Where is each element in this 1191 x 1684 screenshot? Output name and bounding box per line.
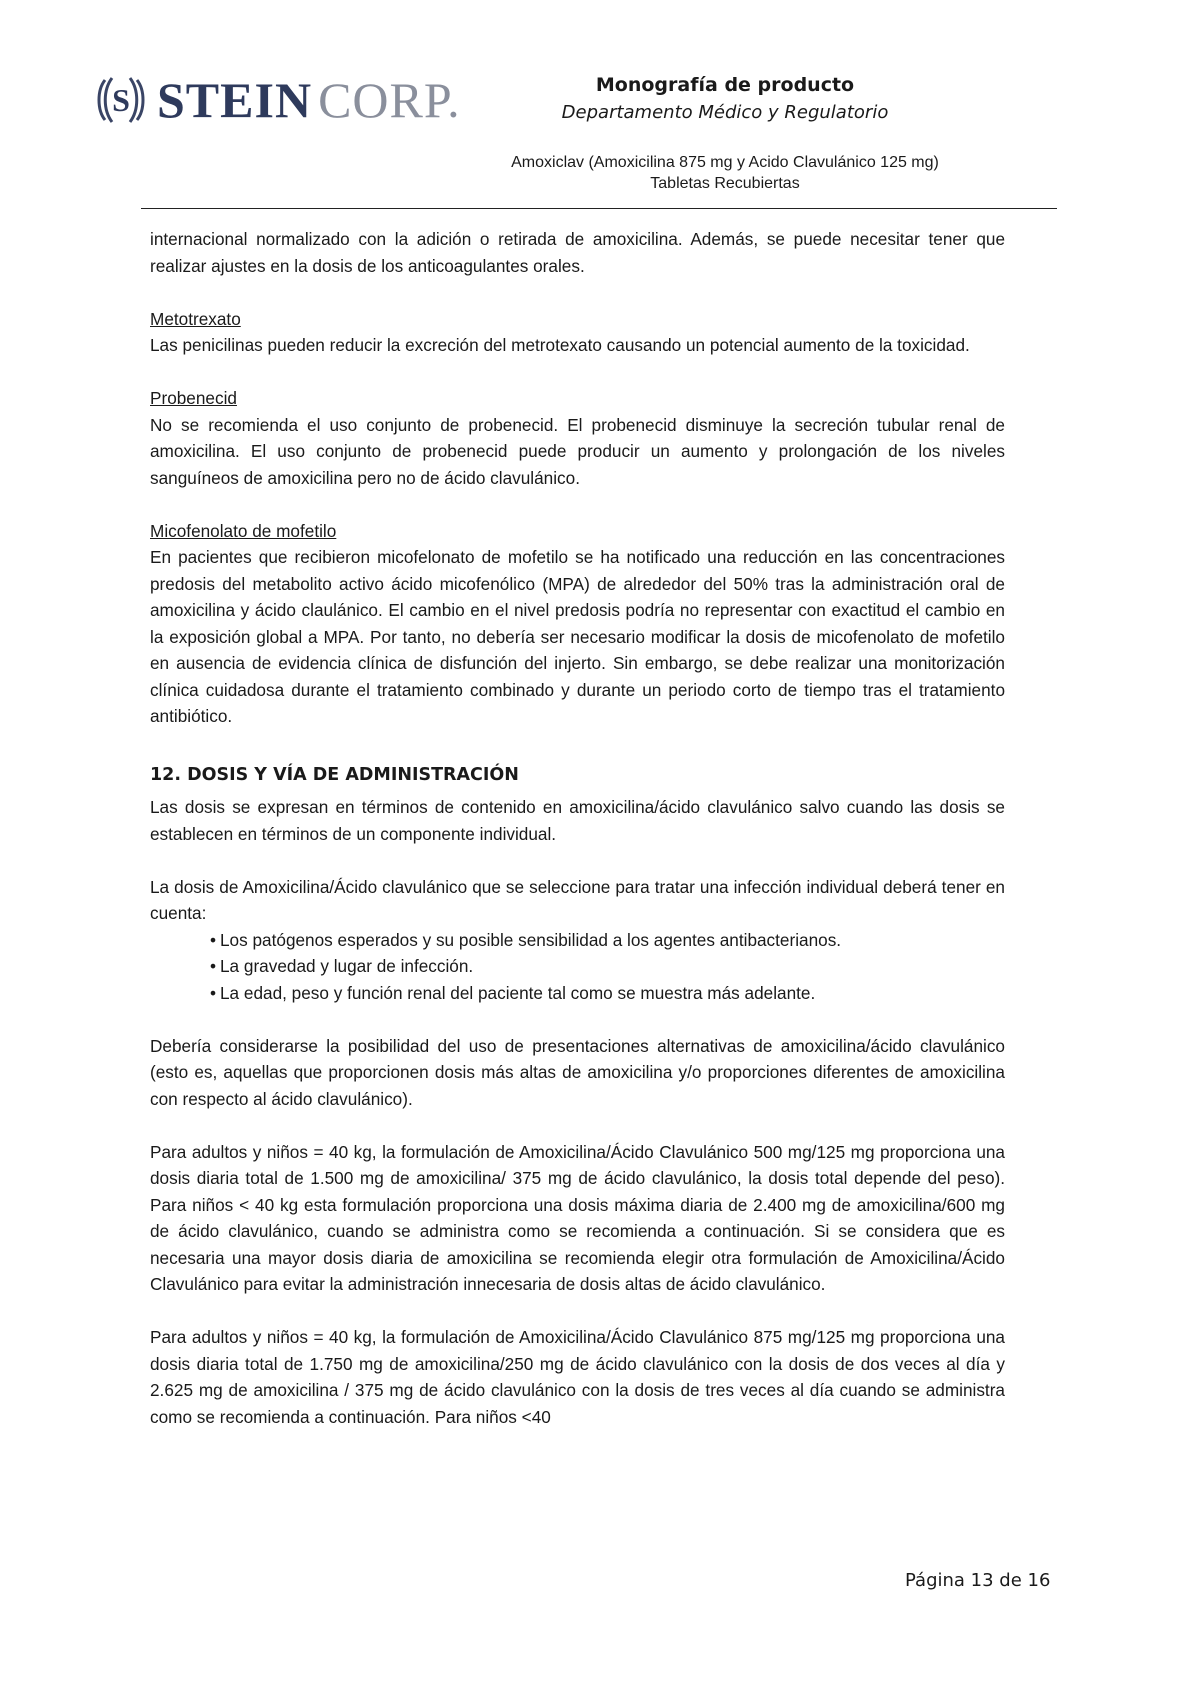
company-logo [95, 70, 461, 130]
list-item-text: La edad, peso y función renal del paciente tal como se muestra más adelante. [220, 982, 816, 1003]
product-name: Amoxiclav (Amoxicilina 875 mg y Acido Clavulánico 125 mg) [511, 154, 939, 171]
section-12-paragraph-3: Debería considerarse la posibilidad del uso de presentaciones alternativas de amoxicilina/ácido clavulánico (esto es, aquellas que proporcionen dosis más altas de amoxicilina y/o proporciones diferentes de amoxicilina con respecto al ácido clavulánico). [150, 1035, 1005, 1109]
metotrexato-heading: Metotrexato [150, 308, 241, 329]
probenecid-heading: Probenecid [150, 388, 237, 408]
page-number: Página 13 de 16 [905, 1570, 1051, 1591]
micofenolato-heading: Micofenolato de mofetilo [150, 520, 337, 541]
list-item-text: La gravedad y lugar de infección. [220, 956, 474, 976]
logo-wordmark-secondary: CORP. [318, 72, 461, 128]
document-subtitle: Departamento Médico y Regulatorio [561, 102, 889, 123]
bullet-icon: • [210, 982, 217, 1003]
list-item [210, 980, 1005, 1007]
product-form: Tabletas Recubiertas [650, 175, 800, 192]
section-12-paragraph-5: Para adultos y niños = 40 kg, la formulación de Amoxicilina/Ácido Clavulánico 875 mg/125 mg proporciona una dosis diaria total de 1.750 mg de amoxicilina/250 mg de ácido clavulánico con la dosis de dos veces al día y 2.625 mg de amoxicilina / 375 mg de ácido clavulánico con la dosis de tres veces al día cuando se administra como se recomienda a continuación. Para niños <40 [150, 1327, 1005, 1427]
document-title: Monografía de producto [595, 74, 855, 96]
bullet-icon: • [210, 929, 217, 950]
metotrexato-paragraph: Las penicilinas pueden reducir la excreción del metrotexato causando un potencial aumento de la toxicidad. [150, 335, 970, 355]
section-12-paragraph-1: Las dosis se expresan en términos de contenido en amoxicilina/ácido clavulánico salvo cuando las dosis se establecen en términos de un componente individual. [150, 797, 1005, 844]
stein-corp-emblem-icon [95, 74, 147, 126]
consideration-list [150, 927, 1005, 1007]
document-body [150, 226, 1005, 1430]
section-12-paragraph-2: La dosis de Amoxicilina/Ácido clavulánico que se seleccione para tratar una infección individual deberá tener en cuenta: [150, 876, 1005, 923]
intro-paragraph: internacional normalizado con la adición o retirada de amoxicilina. Además, se puede necesitar tener que realizar ajustes en la dosis de los anticoagulantes orales. [150, 229, 1005, 276]
logo-wordmark-primary: STEIN [157, 72, 313, 128]
svg-text:S: S [112, 82, 130, 118]
section-12-paragraph-4: Para adultos y niños = 40 kg, la formulación de Amoxicilina/Ácido Clavulánico 500 mg/125 mg proporciona una dosis diaria total de 1.500 mg de amoxicilina/ 375 mg de ácido clavulánico, la dosis total depende del peso). Para niños < 40 kg esta formulación proporciona una dosis máxima diaria de 2.400 mg de amoxicilina/600 mg de ácido clavulánico, cuando se administra como se recomienda a continuación. Si se considera que es necesaria una mayor dosis diaria de amoxicilina se recomienda elegir otra formulación de Amoxicilina/Ácido Clavulánico para evitar la administración innecesaria de dosis altas de ácido clavulánico. [150, 1141, 1005, 1294]
micofenolato-paragraph: En pacientes que recibieron micofelonato de mofetilo se ha notificado una reducción en las concentraciones predosis del metabolito activo ácido micofenólico (MPA) de alrededor del 50% tras la administración oral de amoxicilina y ácido claulánico. El cambio en el nivel predosis podría no representar con exactitud el cambio en la exposición global a MPA. Por tanto, no debería ser necesario modificar la dosis de micofenolato de mofetilo en ausencia de evidencia clínica de disfunción del injerto. Sin embargo, se debe realizar una monitorización clínica cuidadosa durante el tratamiento combinado y durante un periodo corto de tiempo tras el tratamiento antibiótico. [150, 547, 1005, 726]
bullet-icon: • [210, 956, 217, 976]
section-12-heading: 12. DOSIS Y VÍA DE ADMINISTRACIÓN [150, 765, 519, 785]
list-item [210, 953, 1005, 980]
list-item-text: Los patógenos esperados y su posible sensibilidad a los agentes antibacterianos. [220, 929, 842, 950]
list-item [210, 927, 1005, 954]
header-divider [141, 208, 1057, 209]
probenecid-paragraph: No se recomienda el uso conjunto de probenecid. El probenecid disminuye la secreción tubular renal de amoxicilina. El uso conjunto de probenecid puede producir un aumento y prolongación de los niveles sanguíneos de amoxicilina pero no de ácido clavulánico. [150, 414, 1005, 488]
